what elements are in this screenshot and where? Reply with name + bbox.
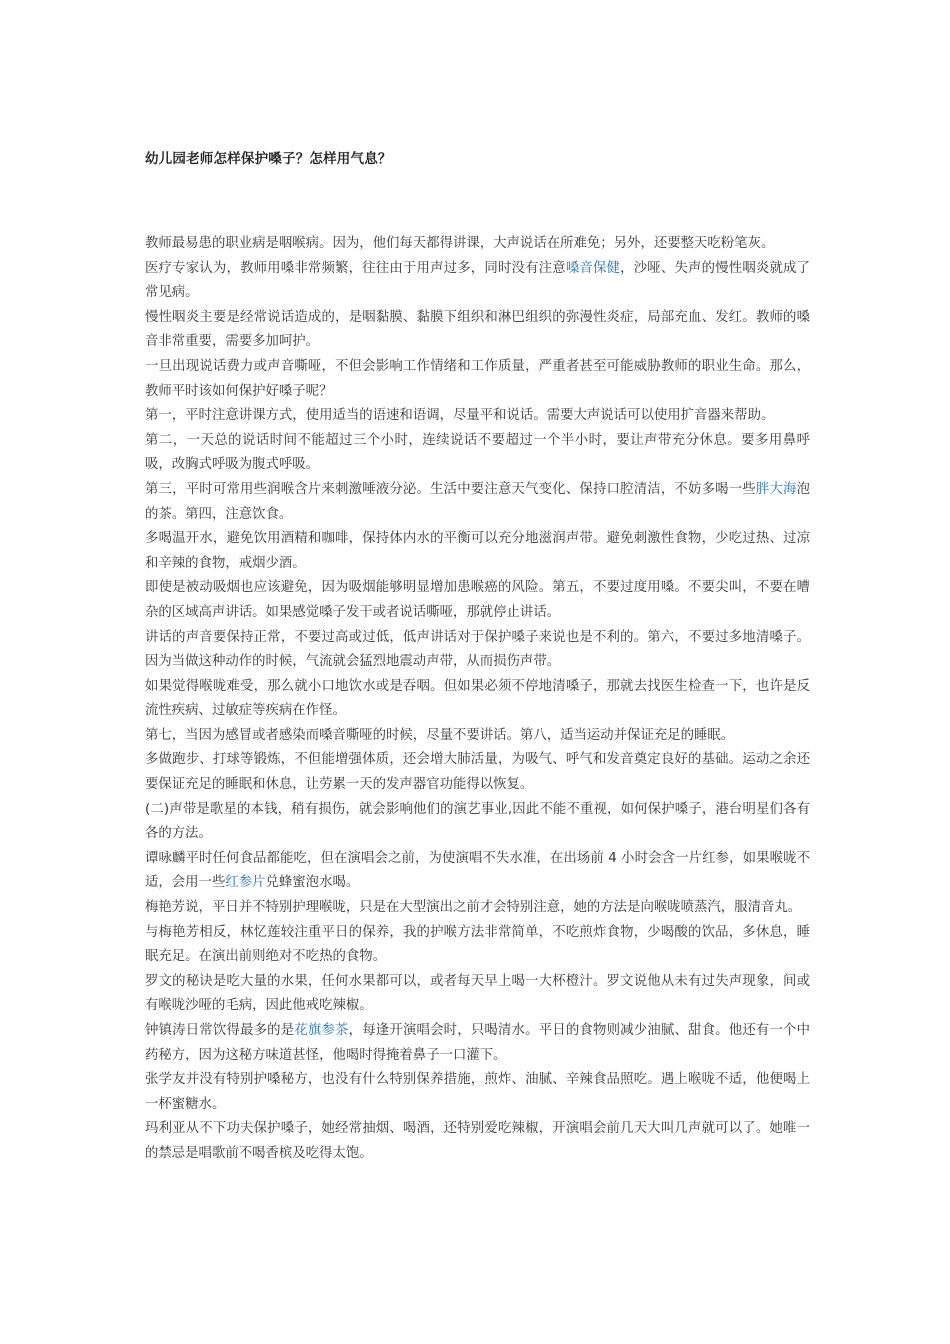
paragraph — [145, 404, 810, 429]
paragraph-text: 即使是被动吸烟也应该避免，因为吸烟能够明显增加患喉癌的风险。第五，不要过度用嗓。不要尖叫，不要在嘈杂的区域高声讲话。如果感觉嗓子发干或者说话嘶哑，那就停止讲话。 — [145, 580, 810, 620]
paragraph-text: 张学友并没有特别护嗓秘方，也没有什么特别保养措施，煎炸、油腻、辛辣食品照吃。遇上喉咙不适，他便喝上一杯蜜糖水。 — [145, 1072, 810, 1112]
paragraph-text: 钟镇涛日常饮得最多的是 — [145, 1023, 295, 1038]
paragraph — [145, 847, 810, 896]
keyword-link[interactable]: 花旗参茶 — [294, 1023, 349, 1038]
paragraph — [145, 527, 810, 576]
paragraph — [145, 675, 810, 724]
paragraph — [145, 1117, 810, 1166]
paragraph-text: 梅艳芳说，平日并不特别护理喉咙，只是在大型演出之前才会特别注意，她的方法是向喉咙喷蒸汽，服清音丸。 — [145, 900, 802, 916]
paragraph-text: 多做跑步、打球等锻炼，不但能增强体质，还会增大肺活量，为吸气、呼气和发音奠定良好的基础。运动之余还要保证充足的睡眠和休息，让劳累一天的发声器官功能得以恢复。 — [145, 752, 810, 793]
paragraph-text: 与梅艳芳相反，林忆莲较注重平日的保养，我的护喉方法非常简单，不吃煎炸食物，少喝酸的饮品，多休息，睡眠充足。在演出前则绝对不吃热的食物。 — [145, 924, 810, 965]
paragraph-text: 罗文的秘诀是吃大量的水果，任何水果都可以，或者每天早上喝一大杯橙汁。罗文说他从未有过失声现象，间或有喉咙沙哑的毛病，因此他戒吃辣椒。 — [145, 973, 810, 1014]
paragraph-text: 第七，当因为感冒或者感染而嗓音嘶哑的时候，尽量不要讲话。第八，适当运动并保证充足的睡眠。 — [145, 727, 735, 743]
paragraph-text: 第二，一天总的说话时间不能超过三个小时，连续说话不要超过一个半小时，要让声带充分休息。要多用鼻呼吸，改胸式呼吸为腹式呼吸。 — [145, 432, 810, 473]
paragraph — [145, 576, 810, 625]
paragraph-text: 讲话的声音要保持正常，不要过高或过低，低声讲话对于保护嗓子来说也是不利的。第六，不要过多地清嗓子。因为当做这种动作的时候，气流就会猛烈地震动声带，从而损伤声带。 — [145, 629, 810, 670]
paragraph — [145, 355, 810, 404]
paragraph — [145, 232, 810, 257]
paragraph-text: 医疗专家认为，教师用嗓非常频繁，往往由于用声过多，同时没有注意 — [145, 260, 566, 276]
paragraph — [145, 1068, 810, 1117]
paragraph-text: 兑蜂蜜泡水喝。 — [265, 875, 360, 891]
paragraph — [145, 896, 810, 921]
paragraph-text: 多喝温开水，避免饮用酒精和咖啡，保持体内水的平衡可以充分地滋润声带。避免刺激性食物，少吃过热、过凉和辛辣的食物，戒烟少酒。 — [145, 531, 810, 571]
paragraph-text: ，沙哑、失声的慢性咽炎就成了常见病。 — [145, 260, 811, 301]
paragraph-text: 慢性咽炎主要是经常说话造成的，是咽黏膜、黏膜下组织和淋巴组织的弥漫性炎症，局部充血、发红。教师的嗓音非常重要，需要多加呵护。 — [145, 309, 810, 350]
paragraph — [145, 257, 810, 306]
keyword-link[interactable]: 胖大海 — [755, 481, 797, 497]
paragraph — [145, 798, 810, 847]
paragraph — [145, 429, 810, 478]
paragraph-text: 谭咏麟平时任何食品都能吃，但在演唱会之前，为使演唱不失水准，在出场前 4 小时会含一片红参，如果喉咙不适，会用一些 — [145, 850, 810, 891]
paragraph-text: 玛利亚从不下功夫保护嗓子，她经常抽烟、喝酒，还特别爱吃辣椒，开演唱会前几天大叫几声就可以了。她唯一的禁忌是唱歌前不喝香槟及吃得太饱。 — [145, 1121, 810, 1161]
paragraph-text: 一旦出现说话费力或声音嘶哑，不但会影响工作情绪和工作质量，严重者甚至可能威胁教师的职业生命。那么，教师平时该如何保护好嗓子呢？ — [145, 358, 810, 399]
paragraph-text: 如果觉得喉咙难受，那么就小口地饮水或是吞咽。但如果必须不停地清嗓子，那就去找医生检查一下，也许是反流性疾病、过敏症等疾病在作怪。 — [145, 678, 810, 719]
document-title: 幼儿园老师怎样保护嗓子？怎样用气息？ — [145, 151, 392, 167]
paragraph-text: 教师最易患的职业病是咽喉病。因为，他们每天都得讲课，大声说话在所难免；另外，还要整天吃粉笔灰。 — [145, 236, 775, 251]
paragraph — [145, 626, 810, 675]
paragraph — [145, 306, 810, 355]
keyword-link[interactable]: 嗓音保健 — [565, 260, 621, 276]
paragraph-text: ，每逢开演唱会时，只喝清水。平日的食物则减少油腻、甜食。他还有一个中药秘方，因为这秘方味道甚怪，他喝时得掩着鼻子一口灌下。 — [145, 1023, 811, 1063]
keyword-link[interactable]: 红参片 — [225, 875, 266, 891]
paragraph-text: 第一，平时注意讲课方式，使用适当的语速和语调，尽量平和说话。需要大声说话可以使用扩音器来帮助。 — [145, 408, 775, 424]
paragraph — [145, 970, 810, 1019]
paragraph-text: 泡的茶。第四，注意饮食。 — [145, 481, 811, 522]
paragraph-text: (二)声带是歌星的本钱，稍有损伤，就会影响他们的演艺事业,因此不能不重视，如何保护嗓子，港台明星们各有各的方法。 — [145, 801, 810, 842]
paragraph — [145, 748, 810, 797]
article-body — [145, 232, 810, 1167]
paragraph — [145, 921, 810, 970]
paragraph-text: 第三，平时可常用些润喉含片来刺激唾液分泌。生活中要注意天气变化、保持口腔清洁，不妨多喝一些 — [145, 481, 756, 497]
paragraph — [145, 478, 810, 527]
paragraph — [145, 724, 810, 749]
paragraph — [145, 1019, 810, 1068]
